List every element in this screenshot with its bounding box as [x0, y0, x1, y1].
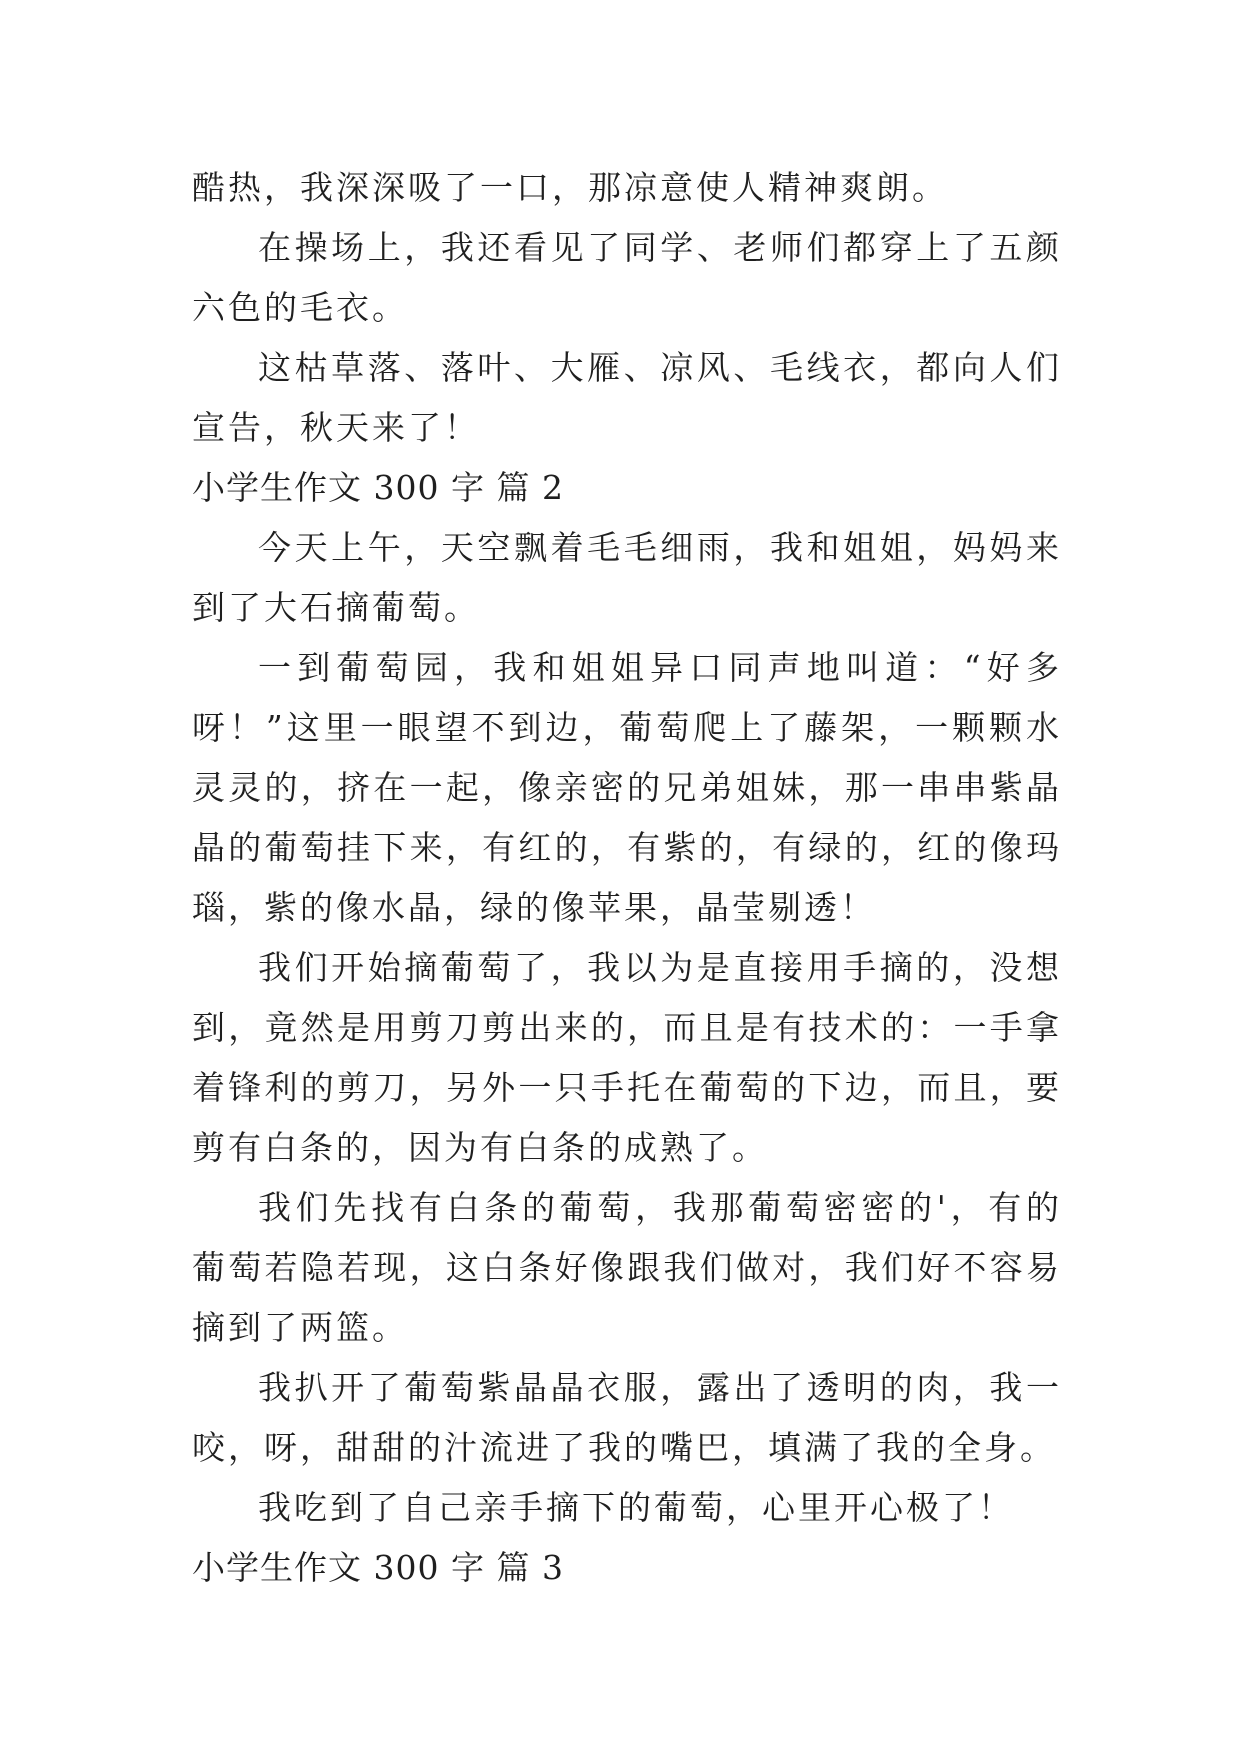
paragraph-happy: 我吃到了自己亲手摘下的葡萄，心里开心极了！ — [258, 1488, 1014, 1527]
paragraph-two-baskets: 我们先找有白条的葡萄，我那葡萄密密的'，有的葡萄若隐若现，这白条好像跟我们做对，我们好不容易摘到了两篮。 — [192, 1188, 1062, 1347]
paragraph-tasting: 我扒开了葡萄紫晶晶衣服，露出了透明的肉，我一咬，呀，甜甜的汁流进了我的嘴巴，填满了我的全身。 — [192, 1368, 1062, 1467]
paragraph-vineyard: 一到葡萄园，我和姐姐异口同声地叫道：“好多呀！”这里一眼望不到边，葡萄爬上了藤架，一颗颗水灵灵的，挤在一起，像亲密的兄弟姐妹，那一串串紫晶晶的葡萄挂下来，有红的，有紫的，有绿的，红的像玛瑙，紫的像水晶，绿的像苹果，晶莹剔透！ — [192, 648, 1062, 927]
essay-heading-2: 小学生作文 300 字 篇 2 — [192, 468, 564, 507]
paragraph-grape-trip: 今天上午，天空飘着毛毛细雨，我和姐姐，妈妈来到了大石摘葡萄。 — [192, 528, 1062, 627]
paragraph-autumn-cool: 酷热，我深深吸了一口，那凉意使人精神爽朗。 — [192, 168, 948, 207]
paragraph-playground-sweaters: 在操场上，我还看见了同学、老师们都穿上了五颜六色的毛衣。 — [192, 228, 1062, 327]
paragraph-autumn-arrived: 这枯草落、落叶、大雁、凉风、毛线衣，都向人们宣告，秋天来了！ — [192, 348, 1062, 447]
document-body — [192, 158, 1062, 1598]
essay-heading-3: 小学生作文 300 字 篇 3 — [192, 1548, 564, 1587]
paragraph-picking-method: 我们开始摘葡萄了，我以为是直接用手摘的，没想到，竟然是用剪刀剪出来的，而且是有技术的：一手拿着锋利的剪刀，另外一只手托在葡萄的下边，而且，要剪有白条的，因为有白条的成熟了。 — [192, 948, 1062, 1167]
